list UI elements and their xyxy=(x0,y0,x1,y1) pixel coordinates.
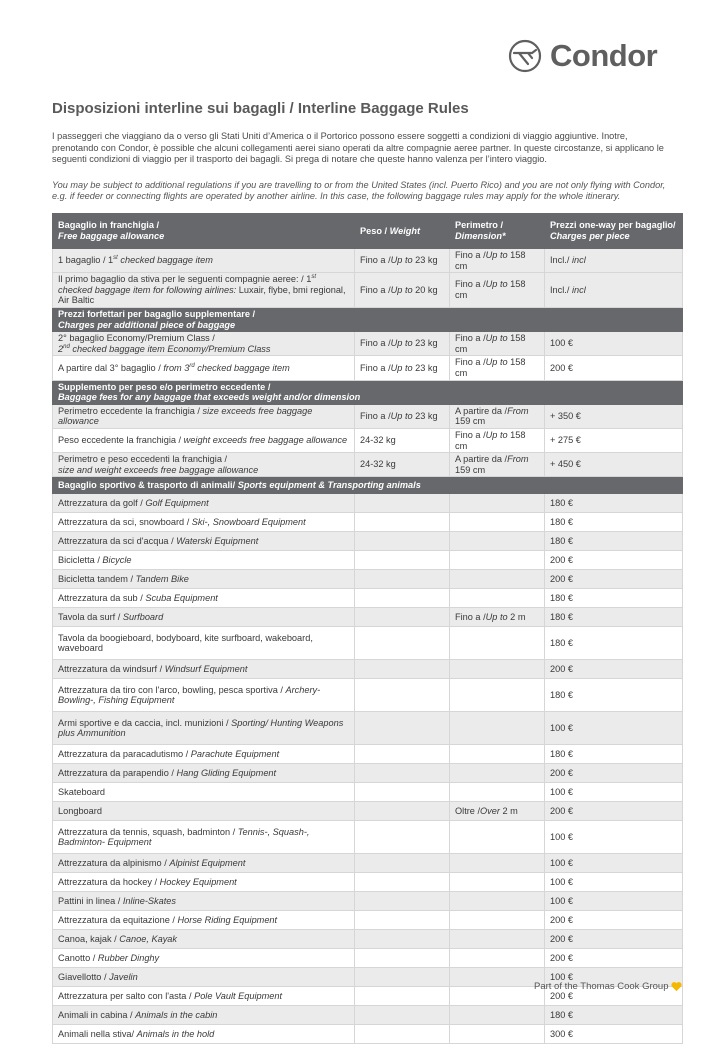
item-cell: Attrezzatura per salto con l'asta / Pole Vault Equipment xyxy=(53,987,355,1006)
table-row xyxy=(53,608,683,627)
dimension-cell xyxy=(450,712,545,745)
weight-cell: Fino a /Up to 23 kg xyxy=(355,332,450,356)
price-cell: 200 € xyxy=(545,764,683,783)
dimension-cell xyxy=(450,679,545,712)
dimension-cell xyxy=(450,911,545,930)
table-row xyxy=(53,453,683,477)
dimension-cell: Fino a /Up to 158 cm xyxy=(450,249,545,273)
weight-cell xyxy=(355,589,450,608)
item-cell: Attrezzatura da tiro con l'arco, bowling, pesca sportiva / Archery-Bowling-, Fishing Equipment xyxy=(53,679,355,712)
weight-cell: 24-32 kg xyxy=(355,453,450,477)
section-header-overweight xyxy=(53,380,683,404)
section-header-additional xyxy=(53,307,683,331)
item-cell: 2° bagaglio Economy/Premium Class / 2nd checked baggage item Economy/Premium Class xyxy=(53,332,355,356)
dimension-cell: Fino a /Up to 158 cm xyxy=(450,428,545,452)
item-cell: Tavola da boogieboard, bodyboard, kite surfboard, wakeboard, waveboard xyxy=(53,627,355,660)
item-cell: 1 bagaglio / 1st checked baggage item xyxy=(53,249,355,273)
table-row xyxy=(53,249,683,273)
price-cell: 180 € xyxy=(545,608,683,627)
section-header-sports xyxy=(53,477,683,494)
table-row xyxy=(53,764,683,783)
dimension-cell xyxy=(450,1025,545,1044)
price-cell: 200 € xyxy=(545,802,683,821)
price-cell: 180 € xyxy=(545,627,683,660)
dimension-cell: Oltre /Over 2 m xyxy=(450,802,545,821)
price-cell: 100 € xyxy=(545,892,683,911)
table-row xyxy=(53,551,683,570)
price-cell: 200 € xyxy=(545,660,683,679)
dimension-cell: Fino a /Up to 158 cm xyxy=(450,356,545,380)
dimension-cell xyxy=(450,968,545,987)
page-title: Disposizioni interline sui bagagli / Interline Baggage Rules xyxy=(52,100,469,117)
table-row xyxy=(53,273,683,308)
weight-cell xyxy=(355,783,450,802)
weight-cell xyxy=(355,551,450,570)
intro-italian: I passeggeri che viaggiano da o verso gli Stati Uniti d’America o il Portorico possono essere soggetti a condizioni di viaggio aggiuntive. Inotre, prenotando con Condor, è possible che alcuni collegamenti aerei siano operati da altre compagnie aeree partner. In queste circostanze, si applicano le seguenti condizioni di viaggio per il trasporto dei bagagli. Si prega di notare che queste hanno valenza per l’intero viaggio. xyxy=(52,131,664,165)
dimension-cell xyxy=(450,1006,545,1025)
footer-text: Part of the Thomas Cook Group xyxy=(534,981,669,992)
item-cell: Attrezzatura da golf / Golf Equipment xyxy=(53,494,355,513)
dimension-cell xyxy=(450,930,545,949)
weight-cell xyxy=(355,608,450,627)
price-cell: + 350 € xyxy=(545,404,683,428)
table-row xyxy=(53,873,683,892)
price-cell: 100 € xyxy=(545,873,683,892)
price-cell: + 275 € xyxy=(545,428,683,452)
price-cell: 200 € xyxy=(545,987,683,1006)
dimension-cell xyxy=(450,627,545,660)
price-cell: Incl./ incl xyxy=(545,273,683,308)
item-cell: Canoa, kajak / Canoe, Kayak xyxy=(53,930,355,949)
item-cell: Attrezzatura da equitazione / Horse Riding Equipment xyxy=(53,911,355,930)
header-free-allowance: Bagaglio in franchigia / Free baggage allowance xyxy=(53,214,355,249)
condor-bird-icon xyxy=(508,39,542,73)
price-cell: 200 € xyxy=(545,911,683,930)
table-row xyxy=(53,627,683,660)
table-row xyxy=(53,679,683,712)
price-cell: 180 € xyxy=(545,745,683,764)
price-cell: 200 € xyxy=(545,570,683,589)
dimension-cell: Fino a /Up to 2 m xyxy=(450,608,545,627)
weight-cell xyxy=(355,570,450,589)
table-row xyxy=(53,1025,683,1044)
table-row xyxy=(53,428,683,452)
section-title: Bagaglio sportivo & trasporto di animali/ Sports equipment & Transporting animals xyxy=(53,477,683,494)
item-cell: Perimetro e peso eccedenti la franchigia / size and weight exceeds free baggage allowance xyxy=(53,453,355,477)
dimension-cell xyxy=(450,764,545,783)
header-weight: Peso / Weight xyxy=(355,214,450,249)
price-cell: 180 € xyxy=(545,589,683,608)
item-cell: A partire dal 3° bagaglio / from 3rd checked baggage item xyxy=(53,356,355,380)
table-row xyxy=(53,570,683,589)
dimension-cell: Fino a /Up to 158 cm xyxy=(450,273,545,308)
price-cell: 200 € xyxy=(545,551,683,570)
table-row xyxy=(53,356,683,380)
condor-logo xyxy=(508,38,657,74)
weight-cell: Fino a /Up to 23 kg xyxy=(355,404,450,428)
dimension-cell: A partire da /From 159 cm xyxy=(450,404,545,428)
baggage-rules-table xyxy=(52,213,683,1044)
weight-cell: Fino a /Up to 23 kg xyxy=(355,356,450,380)
section-title: Prezzi forfettari per bagaglio supplementare / Charges per additional piece of baggage xyxy=(53,307,683,331)
item-cell: Attrezzatura da tennis, squash, badminton / Tennis-, Squash-, Badminton- Equipment xyxy=(53,821,355,854)
table-row xyxy=(53,712,683,745)
table-row xyxy=(53,532,683,551)
price-cell: 180 € xyxy=(545,513,683,532)
dimension-cell xyxy=(450,532,545,551)
price-cell: 200 € xyxy=(545,930,683,949)
price-cell: 200 € xyxy=(545,356,683,380)
section-title: Supplemento per peso e/o perimetro eccedente / Baggage fees for any baggage that exceeds weight and/or dimension xyxy=(53,380,683,404)
header-charges: Prezzi one-way per bagaglio/ Charges per piece xyxy=(545,214,683,249)
price-cell: 100 € xyxy=(545,332,683,356)
dimension-cell xyxy=(450,873,545,892)
item-cell: Perimetro eccedente la franchigia / size exceeds free baggage allowance xyxy=(53,404,355,428)
table-row xyxy=(53,1006,683,1025)
dimension-cell xyxy=(450,551,545,570)
dimension-cell xyxy=(450,745,545,764)
price-cell: 100 € xyxy=(545,783,683,802)
weight-cell xyxy=(355,949,450,968)
weight-cell xyxy=(355,1006,450,1025)
item-cell: Skateboard xyxy=(53,783,355,802)
item-cell: Bicicletta tandem / Tandem Bike xyxy=(53,570,355,589)
item-cell: Giavellotto / Javelin xyxy=(53,968,355,987)
dimension-cell xyxy=(450,570,545,589)
item-cell: Bicicletta / Bicycle xyxy=(53,551,355,570)
price-cell: 300 € xyxy=(545,1025,683,1044)
weight-cell xyxy=(355,821,450,854)
weight-cell: Fino a /Up to 23 kg xyxy=(355,249,450,273)
weight-cell xyxy=(355,873,450,892)
weight-cell xyxy=(355,854,450,873)
weight-cell xyxy=(355,1025,450,1044)
table-row xyxy=(53,802,683,821)
price-cell: 180 € xyxy=(545,679,683,712)
price-cell: 100 € xyxy=(545,821,683,854)
footer xyxy=(534,981,682,992)
item-cell: Peso eccedente la franchigia / weight exceeds free baggage allowance xyxy=(53,428,355,452)
weight-cell xyxy=(355,930,450,949)
dimension-cell xyxy=(450,660,545,679)
price-cell: 180 € xyxy=(545,532,683,551)
weight-cell xyxy=(355,892,450,911)
table-row xyxy=(53,660,683,679)
weight-cell xyxy=(355,745,450,764)
weight-cell xyxy=(355,911,450,930)
condor-wordmark: Condor xyxy=(550,38,658,73)
dimension-cell xyxy=(450,987,545,1006)
price-cell: 100 € xyxy=(545,968,683,987)
weight-cell xyxy=(355,968,450,987)
table-row xyxy=(53,783,683,802)
table-row xyxy=(53,854,683,873)
weight-cell xyxy=(355,764,450,783)
item-cell: Il primo bagaglio da stiva per le seguenti compagnie aeree: / 1st checked baggage item for following airlines: Luxair, flybe, bmi regional, Air Baltic xyxy=(53,273,355,308)
weight-cell xyxy=(355,802,450,821)
dimension-cell xyxy=(450,513,545,532)
dimension-cell xyxy=(450,892,545,911)
weight-cell xyxy=(355,513,450,532)
item-cell: Animali nella stiva/ Animals in the hold xyxy=(53,1025,355,1044)
price-cell: 180 € xyxy=(545,1006,683,1025)
price-cell: 180 € xyxy=(545,494,683,513)
table-row xyxy=(53,589,683,608)
weight-cell xyxy=(355,494,450,513)
dimension-cell xyxy=(450,494,545,513)
item-cell: Armi sportive e da caccia, incl. munizioni / Sporting/ Hunting Weapons plus Ammunition xyxy=(53,712,355,745)
item-cell: Attrezzatura da sub / Scuba Equipment xyxy=(53,589,355,608)
item-cell: Animali in cabina / Animals in the cabin xyxy=(53,1006,355,1025)
item-cell: Attrezzatura da alpinismo / Alpinist Equipment xyxy=(53,854,355,873)
item-cell: Longboard xyxy=(53,802,355,821)
dimension-cell: Fino a /Up to 158 cm xyxy=(450,332,545,356)
table-row xyxy=(53,494,683,513)
table-row xyxy=(53,404,683,428)
table-row xyxy=(53,949,683,968)
item-cell: Pattini in linea / Inline-Skates xyxy=(53,892,355,911)
dimension-cell xyxy=(450,589,545,608)
price-cell: 100 € xyxy=(545,854,683,873)
price-cell: + 450 € xyxy=(545,453,683,477)
table-row xyxy=(53,745,683,764)
price-cell: 200 € xyxy=(545,949,683,968)
dimension-cell xyxy=(450,854,545,873)
weight-cell xyxy=(355,627,450,660)
table-row xyxy=(53,513,683,532)
dimension-cell xyxy=(450,949,545,968)
table-row xyxy=(53,892,683,911)
price-cell: Incl./ incl xyxy=(545,249,683,273)
table-row xyxy=(53,930,683,949)
heart-icon xyxy=(671,981,682,992)
weight-cell xyxy=(355,532,450,551)
item-cell: Tavola da surf / Surfboard xyxy=(53,608,355,627)
table-row xyxy=(53,821,683,854)
dimension-cell: A partire da /From 159 cm xyxy=(450,453,545,477)
weight-cell xyxy=(355,712,450,745)
weight-cell: Fino a /Up to 20 kg xyxy=(355,273,450,308)
weight-cell xyxy=(355,660,450,679)
weight-cell: 24-32 kg xyxy=(355,428,450,452)
item-cell: Attrezzatura da windsurf / Windsurf Equipment xyxy=(53,660,355,679)
intro-english: You may be subject to additional regulations if you are travelling to or from the United States (incl. Puerto Rico) and you are not only flying with Condor, e.g. if feeder or connecting flights are operated by another airline. In this case, the following baggage rules may apply for the whole itinerary. xyxy=(52,180,666,201)
price-cell: 100 € xyxy=(545,712,683,745)
table-header-row xyxy=(53,214,683,249)
item-cell: Attrezzatura da paracadutismo / Parachute Equipment xyxy=(53,745,355,764)
table-row xyxy=(53,332,683,356)
weight-cell xyxy=(355,679,450,712)
table-row xyxy=(53,911,683,930)
sports-rows xyxy=(53,494,683,1044)
dimension-cell xyxy=(450,783,545,802)
header-dimension: Perimetro / Dimension* xyxy=(450,214,545,249)
dimension-cell xyxy=(450,821,545,854)
item-cell: Canotto / Rubber Dinghy xyxy=(53,949,355,968)
item-cell: Attrezzatura da sci d'acqua / Waterski Equipment xyxy=(53,532,355,551)
item-cell: Attrezzatura da sci, snowboard / Ski-, Snowboard Equipment xyxy=(53,513,355,532)
weight-cell xyxy=(355,987,450,1006)
item-cell: Attrezzatura da hockey / Hockey Equipment xyxy=(53,873,355,892)
item-cell: Attrezzatura da parapendio / Hang Gliding Equipment xyxy=(53,764,355,783)
